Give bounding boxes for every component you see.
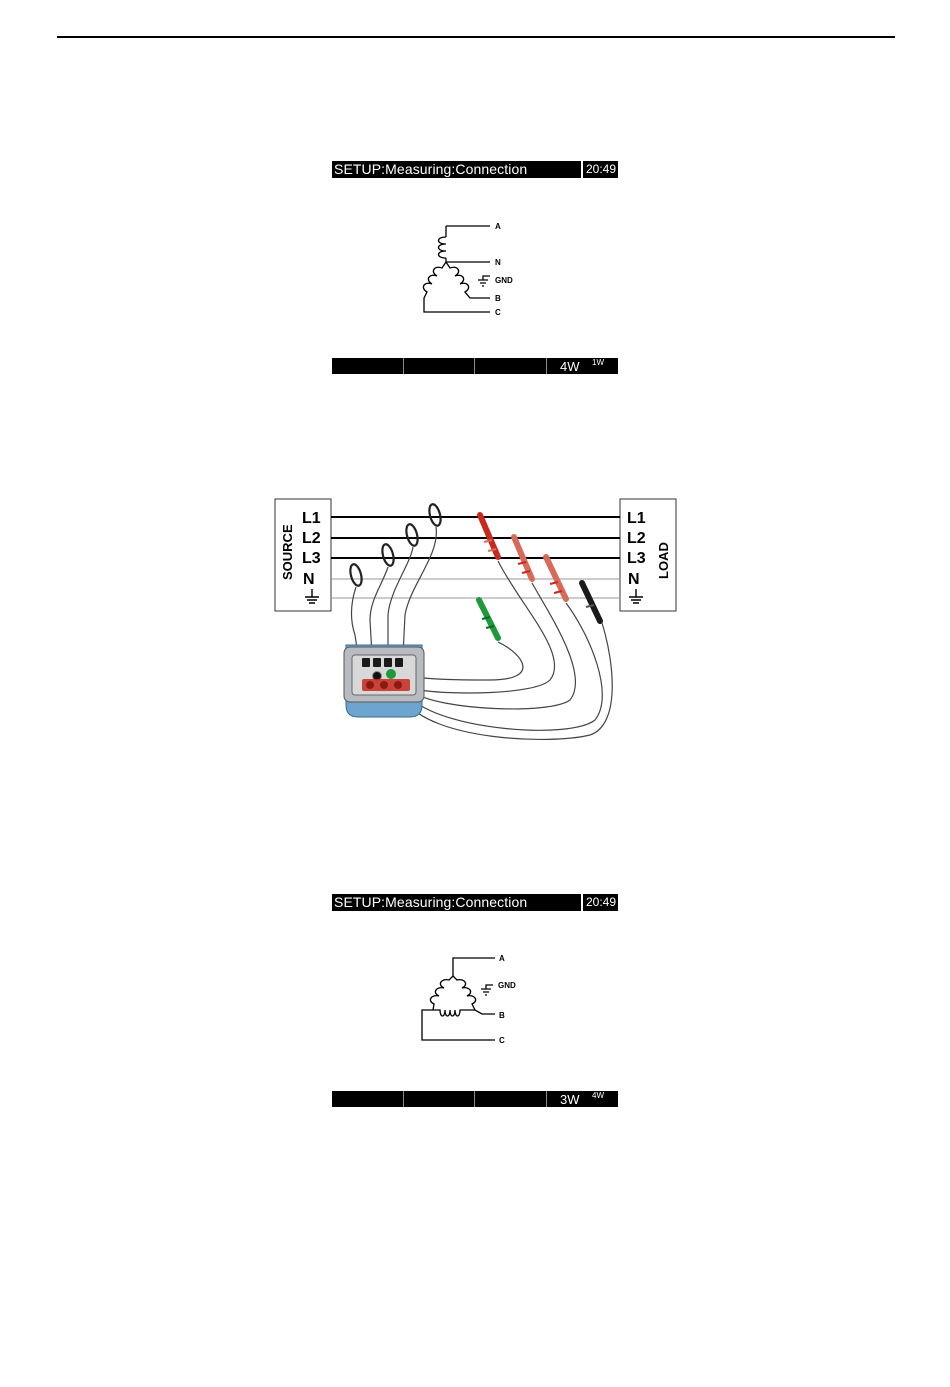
load-l2-label: L2 <box>627 530 646 547</box>
screen-header-2 <box>332 894 618 911</box>
delta-connection-diagram <box>410 948 540 1048</box>
terminal-b-label-2: B <box>499 1011 505 1020</box>
power-analyzer-icon <box>344 645 424 717</box>
source-l1-label: L1 <box>302 510 321 527</box>
terminal-a-label: A <box>495 222 501 231</box>
load-l3-label: L3 <box>627 550 646 567</box>
terminal-n-label: N <box>495 258 501 267</box>
load-l1-label: L1 <box>627 510 646 527</box>
terminal-c-label-2: C <box>499 1036 505 1045</box>
connection-mode-2[interactable]: 3W <box>560 1092 580 1107</box>
probe-l3-icon <box>546 557 566 599</box>
page-top-rule <box>57 36 895 38</box>
load-n-label: N <box>628 571 640 588</box>
connection-mode[interactable]: 4W <box>560 359 580 374</box>
terminal-b-label: B <box>495 294 501 303</box>
connection-mode-next: 1W <box>592 358 604 367</box>
screen-clock: 20:49 <box>581 161 616 178</box>
wiring-diagram <box>270 495 680 745</box>
softkey-bar-2 <box>332 1091 618 1107</box>
softkey-bar <box>332 358 618 374</box>
load-label: LOAD <box>656 542 671 579</box>
screen-title-2: SETUP:Measuring:Connection <box>334 894 528 910</box>
terminal-gnd-label: GND <box>495 276 513 285</box>
source-n-label: N <box>303 571 315 588</box>
probe-pe-icon <box>479 600 498 638</box>
terminal-a-label-2: A <box>499 954 505 963</box>
screen-title: SETUP:Measuring:Connection <box>334 161 528 177</box>
probe-n-icon <box>582 583 600 621</box>
terminal-gnd-label-2: GND <box>498 981 516 990</box>
probe-l1-icon <box>480 515 498 557</box>
source-label: SOURCE <box>280 524 295 580</box>
wye-connection-diagram <box>410 212 540 322</box>
terminal-c-label: C <box>495 308 501 317</box>
source-l3-label: L3 <box>302 550 321 567</box>
source-l2-label: L2 <box>302 530 321 547</box>
screen-clock-2: 20:49 <box>581 894 616 911</box>
connection-mode-next-2: 4W <box>592 1091 604 1100</box>
screen-header <box>332 161 618 178</box>
